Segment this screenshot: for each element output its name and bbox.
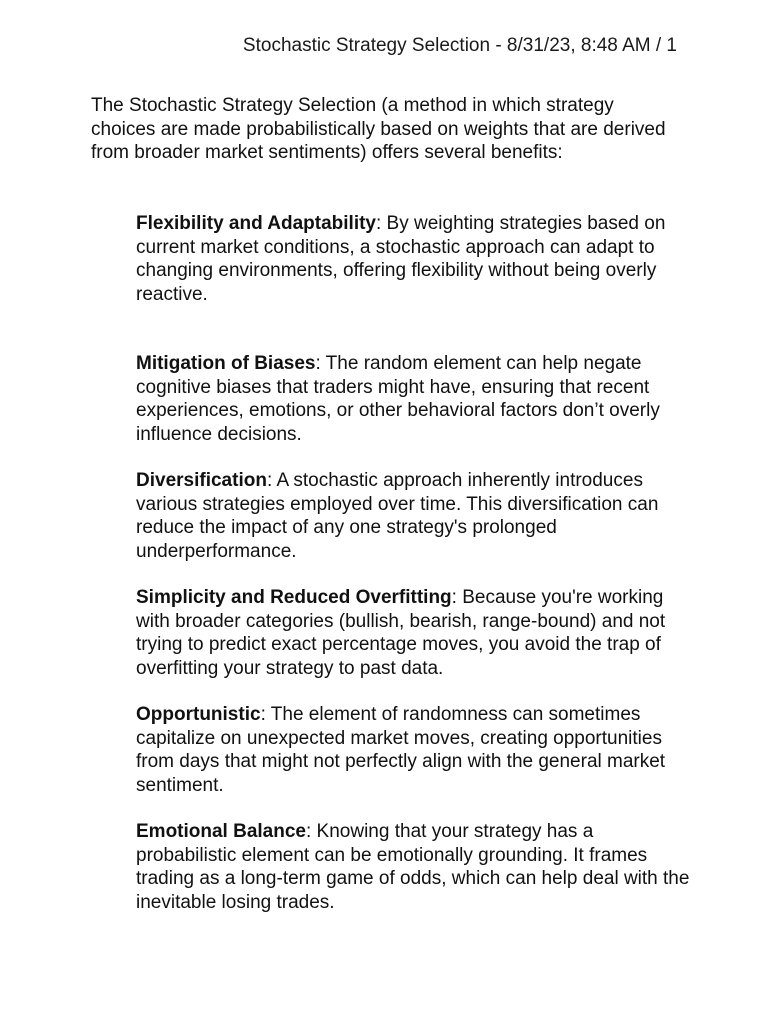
benefits-list bbox=[136, 212, 696, 937]
benefit-item-diversification bbox=[136, 469, 696, 563]
benefit-description: : Because you're working with broader categories (bullish, bearish, range-bound) and not trying to predict exact percentage moves, you avoid the trap of overfitting your strategy to past data. bbox=[136, 587, 666, 679]
benefit-item-emotional-balance bbox=[136, 820, 696, 914]
benefit-item-biases bbox=[136, 352, 696, 446]
benefit-term: Diversification bbox=[136, 470, 267, 491]
intro-paragraph: The Stochastic Strategy Selection (a method in which strategy choices are made probabilistically based on weights that are derived from broader market sentiments) offers several benefits: bbox=[91, 95, 666, 163]
benefit-term: Simplicity and Reduced Overfitting bbox=[136, 587, 452, 608]
page-header: Stochastic Strategy Selection - 8/31/23, 8:48 AM / 1 bbox=[242, 35, 677, 56]
benefit-item-opportunistic bbox=[136, 703, 696, 797]
benefit-term: Flexibility and Adaptability bbox=[136, 213, 376, 234]
benefit-description: : By weighting strategies based on current market conditions, a stochastic approach can adapt to changing environments, offering flexibility without being overly reactive. bbox=[136, 213, 666, 305]
benefit-description: : Knowing that your strategy has a probabilistic element can be emotionally grounding. It frames trading as a long-term game of odds, which can help deal with the inevitable losing trades. bbox=[136, 821, 690, 913]
benefit-description: : The element of randomness can sometimes capitalize on unexpected market moves, creating opportunities from days that might not perfectly align with the general market sentiment. bbox=[136, 704, 666, 796]
benefit-description: : The random element can help negate cognitive biases that traders might have, ensuring that recent experiences, emotions, or other behavioral factors don’t overly influence decisions. bbox=[136, 353, 660, 445]
benefit-term: Emotional Balance bbox=[136, 821, 306, 842]
benefit-description: : A stochastic approach inherently introduces various strategies employed over time. This diversification can reduce the impact of any one strategy's prolonged underperformance. bbox=[136, 470, 659, 562]
benefit-item-simplicity bbox=[136, 586, 696, 680]
benefit-item-flexibility bbox=[136, 212, 696, 306]
benefit-term: Mitigation of Biases bbox=[136, 353, 316, 374]
benefit-term: Opportunistic bbox=[136, 704, 261, 725]
